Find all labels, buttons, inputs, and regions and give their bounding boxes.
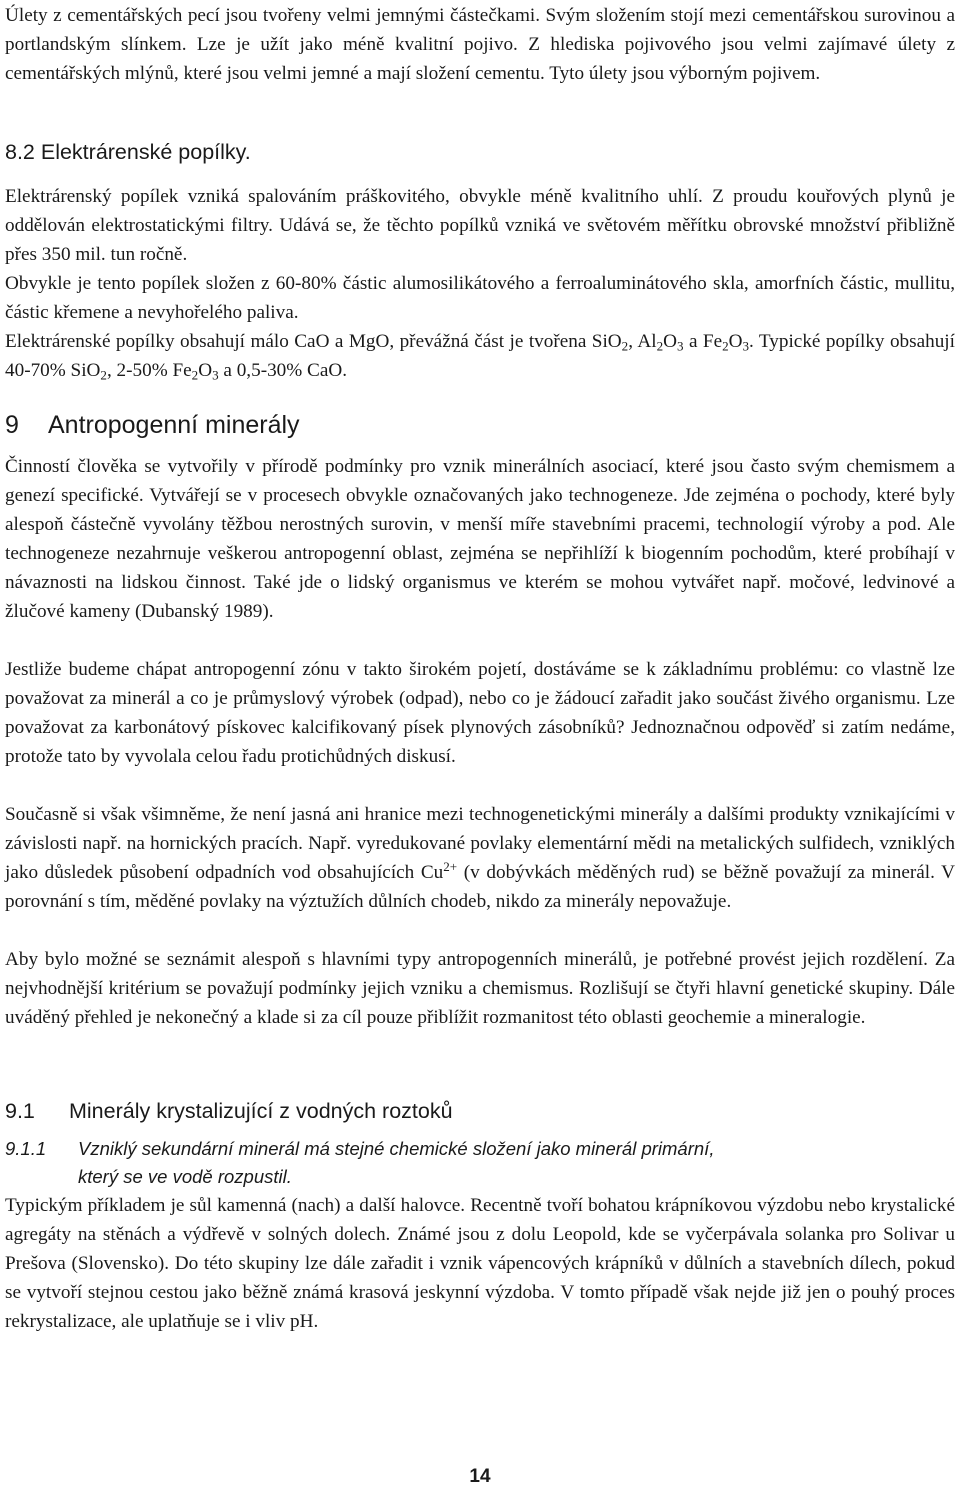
subsection-title-line1: Vzniklý sekundární minerál má stejné chemické složení jako minerál primární, (78, 1138, 715, 1159)
page-number: 14 (469, 1466, 491, 1487)
section-number: 9.1 (5, 1099, 35, 1123)
paragraph-8-2-a: Elektrárenský popílek vzniká spalováním práškovitého, obvykle méně kvalitního uhlí. Z proudu kouřových plynů je oddělován elektrostatickými filtry. Udává se, že těchto popílků vzniká ve světovém měřítku obrovské množství přibližně přes 350 mil. tun ročně. (5, 186, 955, 265)
paragraph-9-1-1: Typickým příkladem je sůl kamenná (nach) a další halovce. Recentně tvoří bohatou krápníkovou výzdobu nebo krystalické agregáty na stěnách a výdřevě v solných dolech. Známé jsou z dolu Leopold, kde se vyčerpávala solanka pro Solivar u Prešova (Slovensko). Do této skupiny lze dále zařadit i vznik vápencových krápníků v důlních a stavebních dílech, pokud se vytvoří stejnou cestou jako běžně známá krasová jeskynní výzdoba. V tomto případě však nejde již jen o pouhý proces rekrystalizace, ale uplatňuje se i vliv pH. (5, 1195, 955, 1332)
subsection-number: 9.1.1 (5, 1138, 47, 1159)
paragraph-9-b: Jestliže budeme chápat antropogenní zónu v takto širokém pojetí, dostáváme se k základnímu problému: co vlastně lze považovat za minerál a co je průmyslový výrobek (odpad), nebo co je žádoucí zařadit jako součást živého organismu. Lze považovat za karbonátový pískovec kalcifikovaný písek plynových zásobníků? Jednoznačnou odpověď si zatím nedáme, protože tato by vyvolala celou řadu protichůdných diskusí. (5, 659, 955, 767)
paragraph-intro: Úlety z cementářských pecí jsou tvořeny velmi jemnými částečkami. Svým složením stojí mezi cementářskou surovinou a portlandským slínkem. Lze je užít jako méně kvalitní pojivo. Z hlediska pojivového jsou velmi zajímavé úlety z cementářských mlýnů, které jsou velmi jemné a mají složení cementu. Tyto úlety jsou výborným pojivem. (5, 5, 955, 84)
subsection-heading-9-1-1 (5, 1135, 955, 1191)
subsection-title-line2: který se ve vodě rozpustil. (78, 1166, 292, 1187)
chapter-heading-9 (5, 411, 300, 440)
paragraph-8-2-b: Obvykle je tento popílek složen z 60-80% částic alumosilikátového a ferroaluminátového skla, amorfních částic, mullitu, částic křemene a nevyhořelého paliva. (5, 273, 955, 323)
section-heading-9-1 (5, 1099, 453, 1124)
paragraph-8-2-c: Elektrárenské popílky obsahují málo CaO a MgO, převážná část je tvořena SiO$_2$, $Al_2O_3$ a $Fe_2O_3$. Typické popílky obsahují 40-70% SiO$_2$, 2-50% $Fe_2O_3$ a 0,5-30% CaO. (5, 331, 955, 383)
paragraph-9-a: Činností člověka se vytvořily v přírodě podmínky pro vznik minerálních asociací, které jsou často svým chemismem a genezí specifické. Vytvářejí se v procesech obvykle označovaných jako technogeneze. Jde zejména o pochody, které byly alespoň částečně vyvolány těžbou nerostných surovin, v menší míře stavebními pracemi, technologií výroby a pod. Ale technogeneze nezahrnuje veškerou antropogenní oblast, zejména se nepřihlíží k biogenním pochodům, které probíhají v návaznosti na lidskou činnost. Také jde o lidský organismus ve kterém se mohou vytvářet např. močové, ledvinové a žlučové kameny (Dubanský 1989). (5, 456, 955, 622)
chapter-title: Antropogenní minerály (48, 411, 300, 439)
paragraph-9-d: Aby bylo možné se seznámit alespoň s hlavními typy antropogenních minerálů, je potřebné provést jejich rozdělení. Za nejvhodnější kritérium se považují podmínky jejich vzniku a chemismus. Rozlišují se čtyři hlavní genetické skupiny. Dále uváděný přehled je nekonečný a klade si za cíl pouze přiblížit rozmanitost této oblasti geochemie a mineralogie. (5, 949, 955, 1028)
paragraph-9-c: Současně si však všimněme, že není jasná ani hranice mezi technogenetickými minerály a dalšími produkty vznikajícími v závislosti např. na hornických pracích. Např. vyredukované povlaky elementární mědi na metalických sulfidech, vzniklých jako důsledek působení odpadních vod obsahujících $Cu^{2+}$ (v dobývkách měděných rud) se běžně považují za minerál. V porovnání s tím, měděné povlaky na výztužích důlních chodeb, nikdo za minerály nepovažuje. (5, 804, 956, 912)
section-title: Minerály krystalizující z vodných roztoků (69, 1099, 453, 1123)
chapter-number: 9 (5, 411, 19, 439)
section-heading-8-2: 8.2 Elektrárenské popílky. (5, 140, 251, 164)
